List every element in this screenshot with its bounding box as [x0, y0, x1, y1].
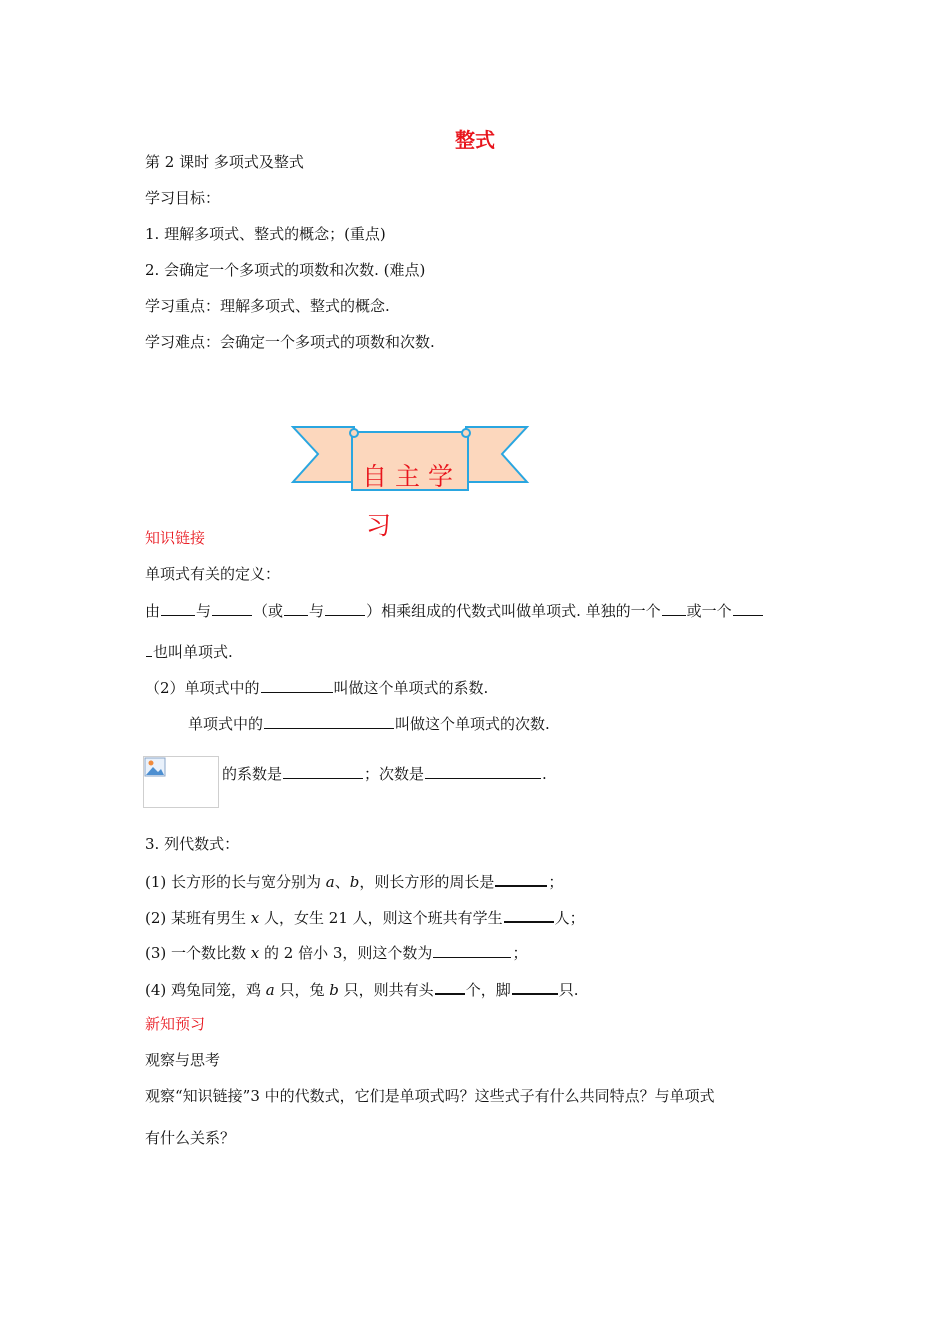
preview-text-line2: 有什么关系？ — [145, 1129, 236, 1147]
q3-item-4: (4) 鸡兔同笼，鸡 a 只，兔 b 只，则共有头 个，脚 只. — [145, 978, 578, 1000]
fill-blank[interactable] — [504, 906, 554, 923]
fill-blank[interactable] — [733, 600, 763, 616]
fill-blank[interactable] — [283, 763, 363, 779]
page-title: 整式 — [455, 128, 495, 152]
goal-item-2: 2. 会确定一个多项式的项数和次数. (难点) — [145, 261, 426, 279]
fill-blank[interactable] — [425, 763, 541, 779]
preview-text-line1: 观察“知识链接”3 中的代数式，它们是单项式吗？这些式子有什么共同特点？与单项式 — [145, 1087, 715, 1105]
q2-example: 的系数是 ；次数是 . — [222, 765, 547, 783]
preview-heading: 新知预习 — [145, 1015, 206, 1033]
fill-blank[interactable] — [161, 600, 195, 616]
q3-item-2: (2) 某班有男生 x 人，女生 21 人，则这个班共有学生 人； — [145, 906, 585, 928]
image-icon — [144, 757, 166, 777]
preview-subheading: 观察与思考 — [145, 1051, 221, 1069]
fill-blank[interactable] — [284, 600, 308, 616]
banner-text-cont: 习 — [366, 511, 392, 540]
key-point: 学习重点：理解多项式、整式的概念. — [145, 297, 390, 315]
banner-text: 自主学 — [362, 462, 462, 491]
fill-blank[interactable] — [662, 600, 686, 616]
q2-degree: 单项式中的 叫做这个单项式的次数. — [188, 715, 550, 733]
fill-blank[interactable] — [512, 978, 558, 995]
q3-item-3: (3) 一个数比数 x 的 2 倍小 3，则这个数为 ； — [145, 944, 528, 962]
fill-blank[interactable] — [146, 641, 152, 657]
difficulty: 学习难点：会确定一个多项式的项数和次数. — [145, 333, 435, 351]
q2-coefficient: （2）单项式中的 叫做这个单项式的系数. — [145, 679, 489, 697]
fill-blank[interactable] — [212, 600, 252, 616]
definition-heading: 单项式有关的定义： — [145, 565, 281, 583]
subtitle: 第 2 课时 多项式及整式 — [145, 153, 304, 171]
fill-blank[interactable] — [261, 677, 333, 693]
fill-blank[interactable] — [433, 942, 511, 958]
definition-paragraph-line2: 也叫单项式. — [145, 641, 233, 662]
goals-heading: 学习目标： — [145, 189, 221, 207]
goal-item-1: 1. 理解多项式、整式的概念；(重点) — [145, 225, 386, 243]
fill-blank[interactable] — [495, 870, 547, 887]
knowledge-heading: 知识链接 — [145, 529, 206, 547]
broken-image-placeholder — [143, 756, 219, 808]
q3-item-1: (1) 长方形的长与宽分别为 a、b，则长方形的周长是 ； — [145, 870, 563, 892]
definition-paragraph-line1: 由 与 （或 与 ）相乘组成的代数式叫做单项式. 单独的一个 或一个 — [145, 600, 764, 621]
fill-blank[interactable] — [435, 978, 465, 995]
fill-blank[interactable] — [264, 713, 394, 729]
fill-blank[interactable] — [325, 600, 365, 616]
q3-heading: 3. 列代数式： — [145, 835, 240, 853]
